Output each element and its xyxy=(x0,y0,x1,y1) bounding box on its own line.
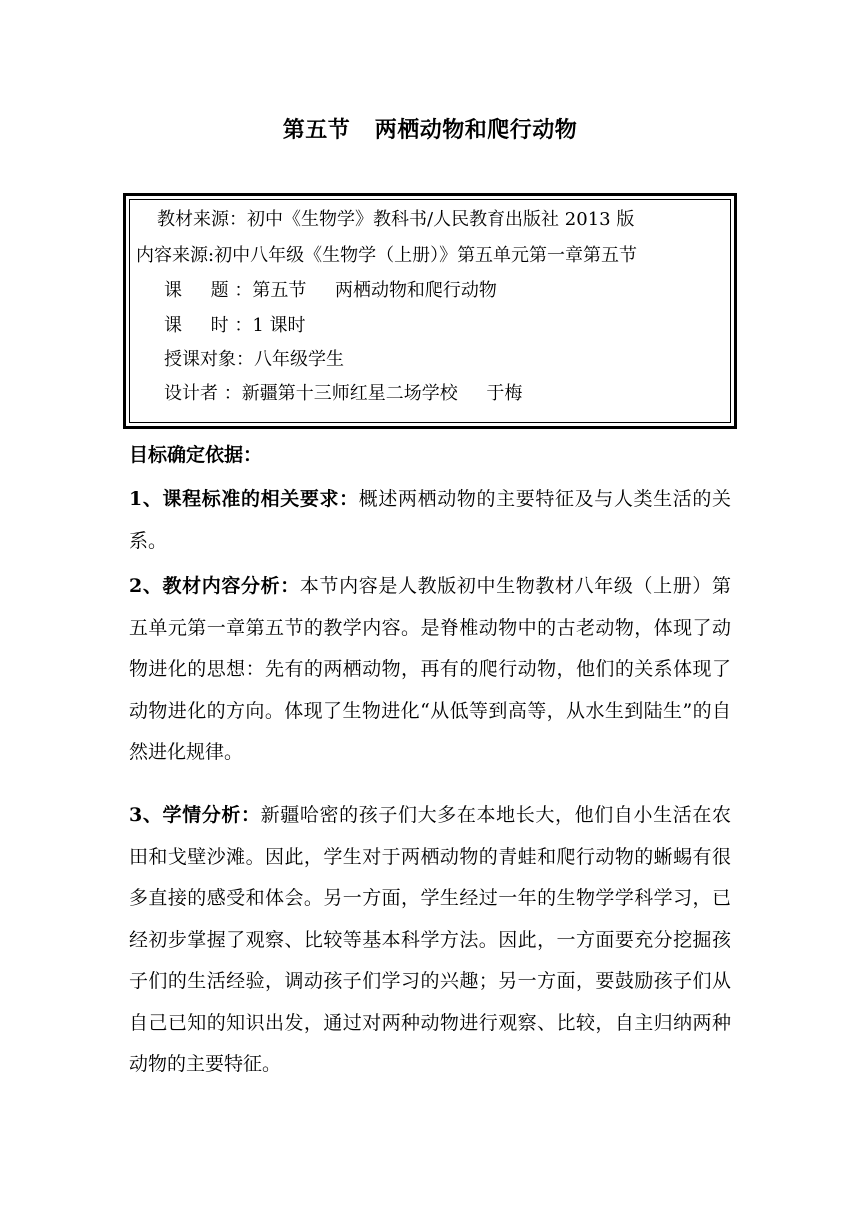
lesson-duration: 课 时 ：1 课时 xyxy=(164,315,306,336)
document-title: 第五节 两栖动物和爬行动物 xyxy=(282,117,578,143)
paragraph-textbook-analysis xyxy=(129,566,731,774)
paragraph-label: 3、学情分析： xyxy=(129,804,261,826)
lesson-audience: 授课对象：八年级学生 xyxy=(164,349,344,370)
paragraph-text: 本节内容是人教版初中生物教材八年级（上册）第五单元第一章第五节的教学内容。是脊椎动物中的古老动物，体现了动物进化的思想：先有的两栖动物，再有的爬行动物，他们的关系体现了动物进化的方向。体现了生物进化“从低等到高等，从水生到陆生”的自然进化规律。 xyxy=(129,575,731,763)
paragraph-label: 1、课程标准的相关要求： xyxy=(129,488,359,510)
paragraph-text: 概述两栖动物的主要特征及与人类生活的关系。 xyxy=(129,488,731,552)
textbook-source: 教材来源：初中《生物学》教科书/人民教育出版社 2013 版 xyxy=(157,209,635,230)
paragraph-student-analysis xyxy=(129,795,731,1086)
paragraph-text: 新疆哈密的孩子们大多在本地长大，他们自小生活在农田和戈壁沙滩。因此，学生对于两栖动物的青蛙和爬行动物的蜥蜴有很多直接的感受和体会。另一方面，学生经过一年的生物学学科学习，已经初步掌握了观察、比较等基本科学方法。因此，一方面要充分挖掘孩子们的生活经验，调动孩子们学习的兴趣；另一方面，要鼓励孩子们从自己已知的知识出发，通过对两种动物进行观察、比较，自主归纳两种动物的主要特征。 xyxy=(129,804,731,1075)
section-heading: 目标确定依据： xyxy=(129,444,263,466)
lesson-designer: 设计者 ：新疆第十三师红星二场学校 于梅 xyxy=(164,383,523,404)
paragraph-label: 2、教材内容分析： xyxy=(129,575,300,597)
content-source: 内容来源:初中八年级《生物学（上册）》第五单元第一章第五节 xyxy=(136,245,638,266)
lesson-topic: 课 题 ：第五节 两栖动物和爬行动物 xyxy=(164,280,497,301)
paragraph-curriculum-standard xyxy=(129,479,731,562)
